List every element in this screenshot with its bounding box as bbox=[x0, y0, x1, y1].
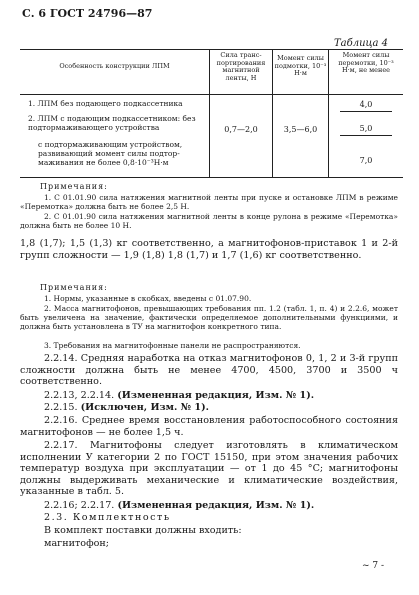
table-head-rule bbox=[20, 94, 403, 95]
notes-2-item-3: 3. Требования на магнитофонные панели не распространяются. bbox=[44, 341, 301, 350]
paragraph-2-2-17: 2.2.17. Магнитофоны следует изготовлять в климатическом исполнении У категории 2 по ГОСТ 15150, при этом значения рабочих температур воздуха при эксплуатации — от 1 до 45 °С; магнитофоны должны выдерживать механические и климатические воздействия, указанные в табл. 5. bbox=[20, 440, 398, 497]
notes-1-item-2: 2. С 01.01.90 сила натяжения магнитной ленты в конце рулона в режиме «Перемотка» должна быть не более 10 Н. bbox=[20, 212, 398, 230]
mass-paragraph: 1,8 (1,7); 1,5 (1,3) кг соответственно, а магнитофонов-приставок 1 и 2-й групп сложности — 1,9 (1,8) 1,8 (1,7) и 1,7 (1,6) кг соответственно. bbox=[20, 238, 398, 261]
edit-note-2-text: (Измененная редакция, Изм. № 1). bbox=[117, 500, 315, 511]
p-2-2-15-number: 2.2.15. bbox=[44, 402, 78, 413]
edit-note-1-text: (Измененная редакция, Изм. № 1). bbox=[117, 390, 315, 401]
paragraph-2-3-1: В комплект поставки должны входить: bbox=[44, 525, 242, 536]
paragraph-2-2-14: 2.2.14. Средняя наработка на отказ магнитофонов 0, 1, 2 и 3-й групп сложности должна быть не менее 4700, 4500, 3700 и 3500 ч соответственно. bbox=[20, 353, 398, 387]
col-head-feature: Особенность конструкции ЛПМ bbox=[59, 62, 170, 70]
notes-1-item-1: 1. С 01.01.90 сила натяжения магнитной ленты при пуске и остановке ЛПМ в режиме «Перемотка» должна быть не более 2,5 Н. bbox=[20, 193, 398, 211]
section-2-3-heading: 2.3. Комплектность bbox=[44, 512, 171, 523]
table-title: Таблица 4 bbox=[334, 38, 389, 49]
row-1-text: 1. ЛПМ без подающего подкассетника bbox=[28, 99, 183, 108]
table-bottom-rule bbox=[20, 177, 403, 178]
page-code: С. 6 ГОСТ 24796—87 bbox=[22, 7, 153, 20]
notes-2-item-2: 2. Масса магнитофонов, превышающих требования пп. 1.2 (табл. 1, п. 4) и 2.2.6, может быть увеличена на значение, фактически определяемое дополнительными функциями, и должна быть установлена в ТУ на магнитофон конкретного типа. bbox=[20, 304, 398, 331]
paragraph-2-2-16: 2.2.16. Среднее время восстановления работоспособного состояния магнитофонов — не более 1,5 ч. bbox=[20, 415, 398, 438]
rewind-value-1: 4,0 bbox=[359, 100, 373, 109]
paragraph-2-2-15 bbox=[20, 402, 398, 414]
rewind-underline-1 bbox=[340, 111, 392, 112]
notes-2-item-1: 1. Нормы, указанные в скобках, введены с 01.07.90. bbox=[44, 294, 252, 303]
rewind-value-2: 5,0 bbox=[359, 124, 373, 133]
notes-2-heading: Примечания: bbox=[40, 283, 108, 292]
take-up-moment-value: 3,5—6,0 bbox=[283, 125, 318, 134]
edit-note-2-numbers: 2.2.16; 2.2.17. bbox=[44, 500, 115, 511]
footer-mark: ~ 7 - bbox=[362, 561, 385, 571]
row-3-text: с подтормаживающим устройством, развивающий момент силы подтор-маживания не более 0,8·10⁻³Н·м bbox=[38, 140, 183, 167]
paragraph-item-recorder: магнитофон; bbox=[44, 538, 109, 549]
notes-1-heading: Примечания: bbox=[40, 182, 108, 191]
rewind-underline-2 bbox=[340, 135, 392, 136]
table-top-rule bbox=[20, 49, 403, 50]
paragraph-edit-note-1 bbox=[20, 390, 398, 402]
rewind-value-3: 7,0 bbox=[359, 156, 373, 165]
paragraph-edit-note-2 bbox=[20, 500, 398, 512]
col-head-transport-force: Сила транс-портирования магнитной ленты, Н bbox=[216, 51, 266, 82]
transport-force-value: 0,7—2,0 bbox=[224, 125, 258, 134]
row-2-text: 2. ЛПМ с подающим подкассетником: без подтормаживающего устройства bbox=[28, 114, 196, 132]
col-divider-1 bbox=[209, 49, 210, 177]
col-head-take-up-moment: Момент силы подмотки, 10⁻³ Н·м bbox=[274, 54, 327, 77]
col-divider-3 bbox=[328, 49, 329, 177]
col-divider-2 bbox=[272, 49, 273, 177]
col-head-rewind-moment: Момент силы перемотки, 10⁻³ Н·м, не менее bbox=[338, 51, 394, 74]
p-2-2-15-text: (Исключен, Изм. № 1). bbox=[80, 402, 209, 413]
edit-note-1-numbers: 2.2.13, 2.2.14. bbox=[44, 390, 115, 401]
